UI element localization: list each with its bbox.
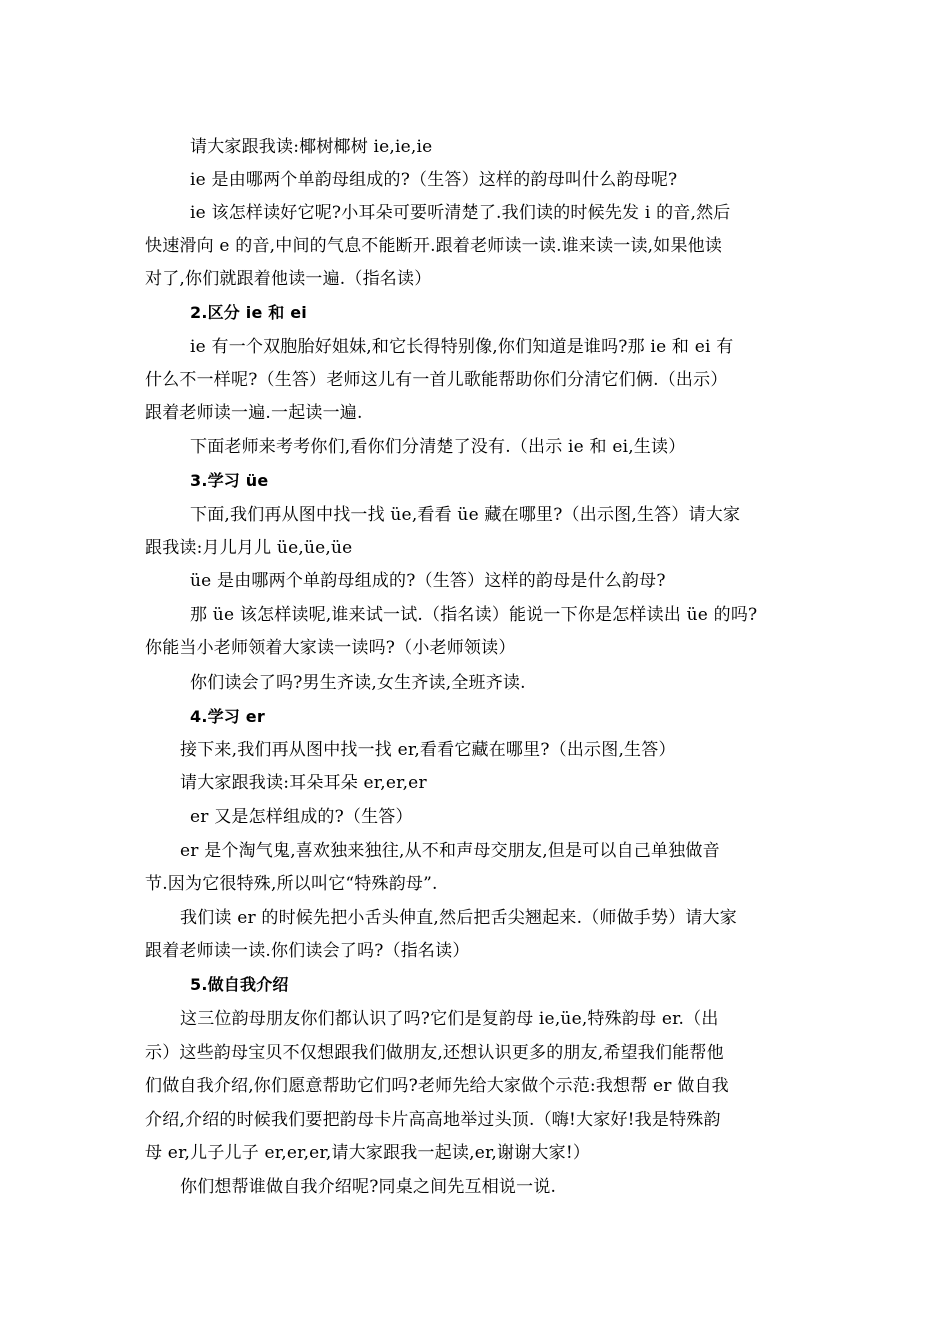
text-line: 接下来,我们再从图中找一找 er,看看它藏在哪里?（出示图,生答） xyxy=(180,740,676,760)
text-line: 跟我读:月儿月儿 üe,üe,üe xyxy=(145,538,353,558)
text-line: 母 er,儿子儿子 er,er,er,请大家跟我一起读,er,谢谢大家!） xyxy=(145,1143,591,1163)
text-line: 节.因为它很特殊,所以叫它“特殊韵母”. xyxy=(145,874,438,894)
text-line: 快速滑向 e 的音,中间的气息不能断开.跟着老师读一读.谁来读一读,如果他读 xyxy=(145,236,723,256)
text-line: 那 üe 该怎样读呢,谁来试一试.（指名读）能说一下你是怎样读出 üe 的吗? xyxy=(190,605,758,625)
text-line: 请大家跟我读:椰树椰树 ie,ie,ie xyxy=(190,137,433,157)
text-line: 你能当小老师领着大家读一读吗?（小老师领读） xyxy=(145,638,516,658)
text-line: er 又是怎样组成的?（生答） xyxy=(190,807,413,827)
text-line: 介绍,介绍的时候我们要把韵母卡片高高地举过头顶.（嗨!大家好!我是特殊韵 xyxy=(145,1110,721,1130)
text-line: 你们想帮谁做自我介绍呢?同桌之间先互相说一说. xyxy=(180,1177,557,1197)
text-line: 你们读会了吗?男生齐读,女生齐读,全班齐读. xyxy=(190,673,526,693)
text-line: 请大家跟我读:耳朵耳朵 er,er,er xyxy=(180,773,427,793)
text-line: 跟着老师读一读.你们读会了吗?（指名读） xyxy=(145,941,470,961)
text-line: 下面,我们再从图中找一找 üe,看看 üe 藏在哪里?（出示图,生答）请大家 xyxy=(190,505,741,525)
text-line: 示）这些韵母宝贝不仅想跟我们做朋友,还想认识更多的朋友,希望我们能帮他 xyxy=(145,1043,724,1063)
text-line: üe 是由哪两个单韵母组成的?（生答）这样的韵母是什么韵母? xyxy=(190,571,666,591)
section-heading: 2.区分 ie 和 ei xyxy=(190,303,307,322)
text-line: ie 有一个双胞胎好姐妹,和它长得特别像,你们知道是谁吗?那 ie 和 ei 有 xyxy=(190,337,734,357)
text-line: 这三位韵母朋友你们都认识了吗?它们是复韵母 ie,üe,特殊韵母 er.（出 xyxy=(180,1009,719,1029)
text-line: 们做自我介绍,你们愿意帮助它们吗?老师先给大家做个示范:我想帮 er 做自我 xyxy=(145,1076,729,1096)
text-line: 我们读 er 的时候先把小舌头伸直,然后把舌尖翘起来.（师做手势）请大家 xyxy=(180,908,738,928)
text-line: er 是个淘气鬼,喜欢独来独往,从不和声母交朋友,但是可以自己单独做音 xyxy=(180,841,720,861)
text-line: 对了,你们就跟着他读一遍.（指名读） xyxy=(145,269,432,289)
text-line: ie 该怎样读好它呢?小耳朵可要听清楚了.我们读的时候先发 i 的音,然后 xyxy=(190,203,731,223)
text-line: ie 是由哪两个单韵母组成的?（生答）这样的韵母叫什么韵母呢? xyxy=(190,170,678,190)
text-line: 跟着老师读一遍.一起读一遍. xyxy=(145,403,363,423)
section-heading: 5.做自我介绍 xyxy=(190,975,289,994)
section-heading: 3.学习 üe xyxy=(190,471,269,490)
text-line: 下面老师来考考你们,看你们分清楚了没有.（出示 ie 和 ei,生读） xyxy=(190,437,686,457)
text-line: 什么不一样呢?（生答）老师这儿有一首儿歌能帮助你们分清它们俩.（出示） xyxy=(145,370,728,390)
section-heading: 4.学习 er xyxy=(190,707,265,726)
